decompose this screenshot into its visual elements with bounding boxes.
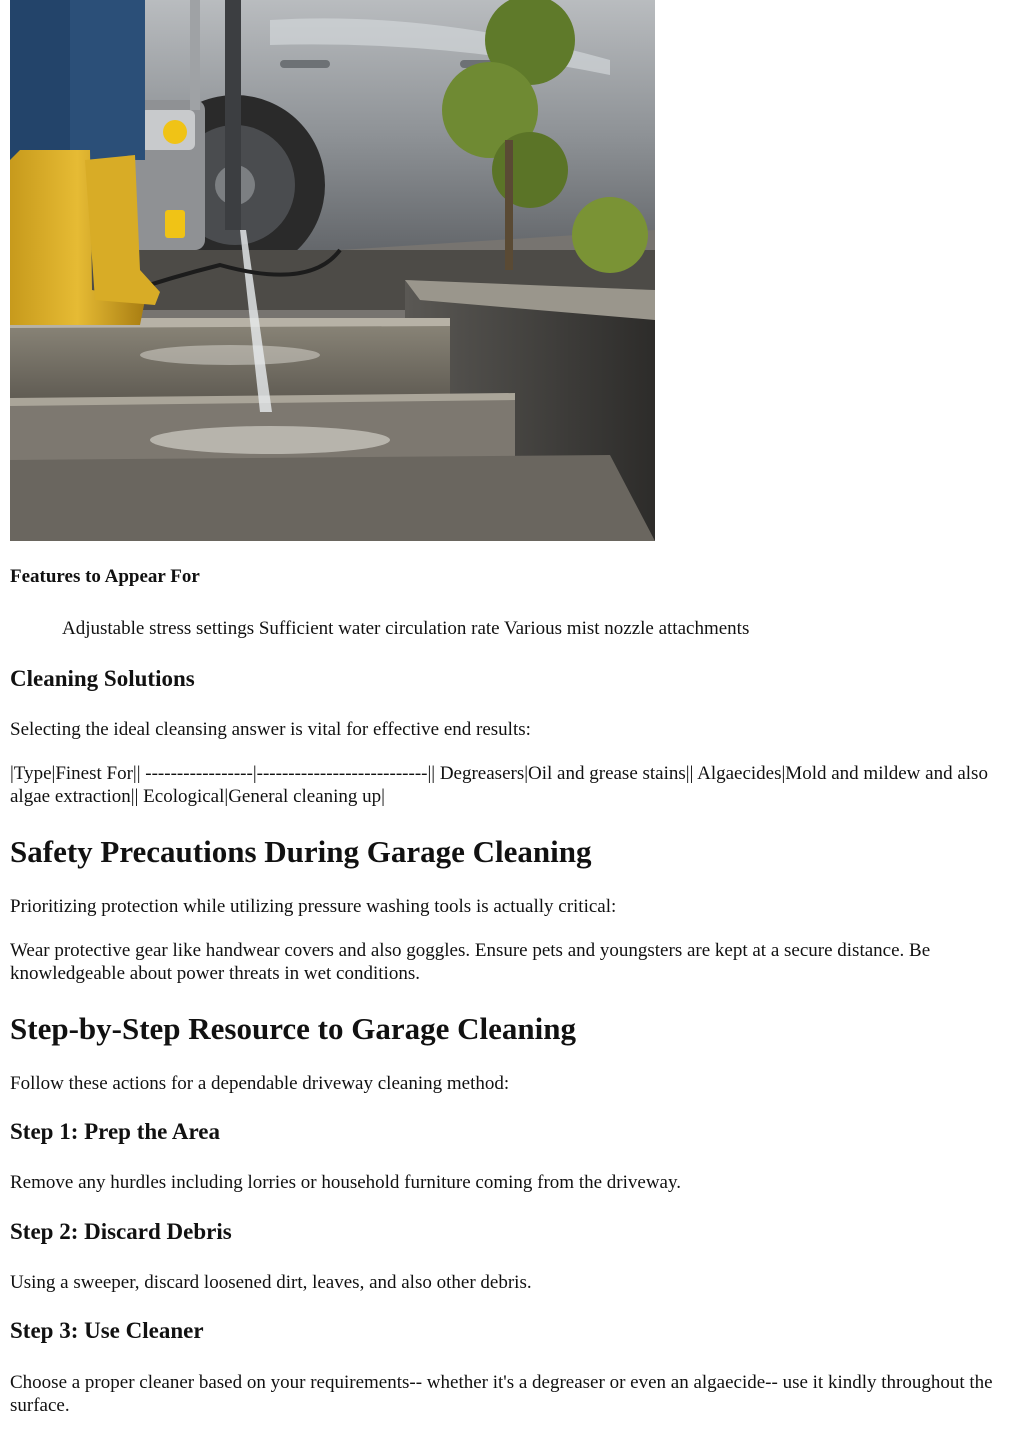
step-3-text: Choose a proper cleaner based on your requirements-- whether it's a degreaser or even an algaecide-- use it kindly throughout the surface. [10, 1372, 993, 1416]
safety-intro: Prioritizing protection while utilizing pressure washing tools is actually critical: [10, 896, 617, 917]
hero-photo [10, 0, 655, 541]
safety-body: Wear protective gear like handwear covers and also goggles. Ensure pets and youngsters are kept at a secure distance. Be knowledgeable about power threats in wet conditions. [10, 940, 931, 984]
cleaning-solutions-heading: Cleaning Solutions [10, 666, 195, 691]
safety-heading: Safety Precautions During Garage Cleaning [10, 834, 592, 869]
step-1-title: Step 1: Prep the Area [10, 1119, 220, 1144]
article [10, 0, 1014, 1416]
hero-photo-illustration [10, 0, 655, 541]
cleaning-solutions-table-text: |Type|Finest For|| -----------------|---------------------------|| Degreasers|Oil and grease stains|| Algaecides|Mold and mildew and also algae extraction|| Ecological|General cleaning up| [10, 763, 988, 807]
cleaning-solutions-intro: Selecting the ideal cleansing answer is vital for effective end results: [10, 719, 531, 740]
step-3-title: Step 3: Use Cleaner [10, 1318, 204, 1343]
step-2-title: Step 2: Discard Debris [10, 1219, 232, 1244]
features-list: Adjustable stress settings Sufficient water circulation rate Various mist nozzle attachments [62, 618, 750, 639]
features-title: Features to Appear For [10, 566, 200, 587]
guide-intro: Follow these actions for a dependable driveway cleaning method: [10, 1073, 510, 1094]
guide-heading: Step-by-Step Resource to Garage Cleaning [10, 1011, 576, 1046]
step-2-text: Using a sweeper, discard loosened dirt, leaves, and also other debris. [10, 1272, 532, 1293]
step-1-text: Remove any hurdles including lorries or household furniture coming from the driveway. [10, 1172, 681, 1193]
